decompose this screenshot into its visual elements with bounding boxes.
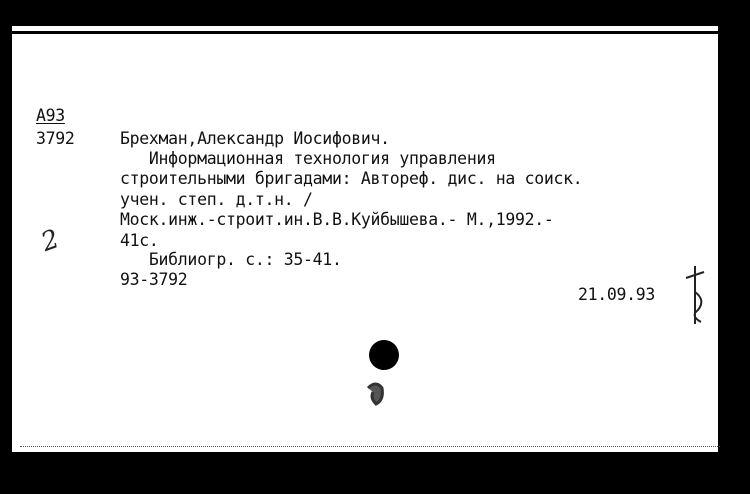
pages-line: 41с. (120, 231, 159, 250)
call-number: 3792 (36, 129, 75, 148)
smudge-mark (362, 374, 392, 414)
shelf-code: A93 (36, 106, 65, 125)
inventory-number: 93-3792 (120, 270, 188, 289)
catalog-card (12, 34, 718, 452)
author-line: Брехман,Александр Иосифович. (120, 129, 390, 148)
title-line-2: строительными бригадами: Автореф. дис. на соиск. (120, 169, 583, 188)
publisher-line: Моск.инж.-строит.ин.В.В.Куйбышева.- М.,1992.- (120, 210, 554, 229)
card-top-edge (12, 26, 718, 31)
title-line-3: учен. степ. д.т.н. / (120, 190, 313, 209)
bibliography-line: Библиогр. с.: 35-41. (120, 250, 342, 269)
handwritten-mark: 2 (37, 224, 64, 258)
signature-squiggle (680, 262, 710, 326)
date-stamp: 21.09.93 (578, 285, 656, 304)
title-line-1: Информационная технология управления (120, 149, 496, 168)
bottom-edge-dots (20, 444, 720, 447)
punch-hole (369, 340, 399, 370)
